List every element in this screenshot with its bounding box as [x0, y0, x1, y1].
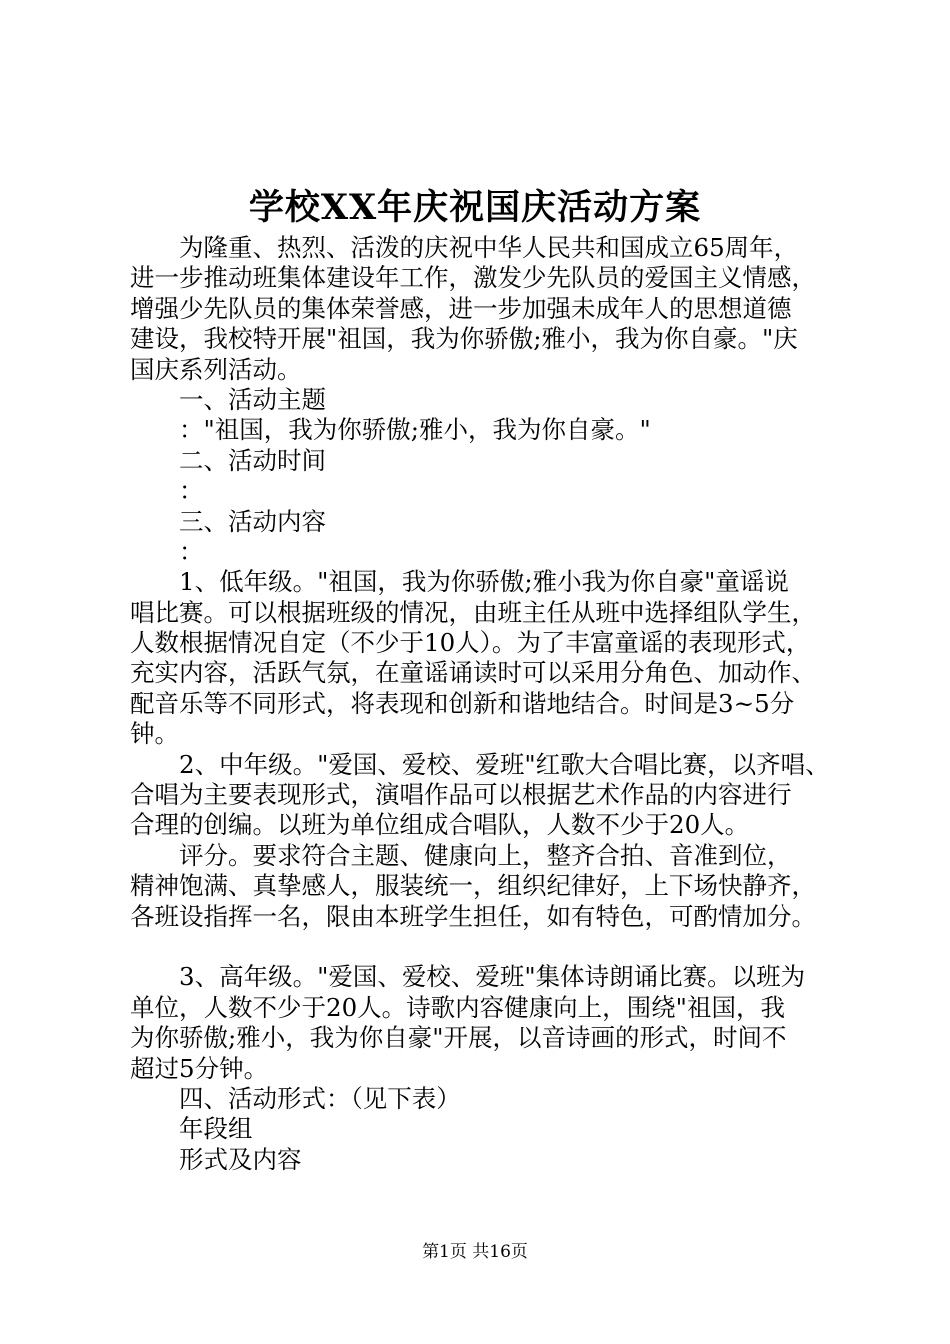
body-line: 二、活动时间: [179, 445, 326, 475]
body-line: 四、活动形式：（见下表）: [179, 1083, 461, 1113]
body-line: 2、中年级。"爱国、爱校、爱班"红歌大合唱比赛，以齐唱、: [179, 749, 830, 779]
body-line: 合唱为主要表现形式，演唱作品可以根据艺术作品的内容进行: [130, 780, 792, 810]
body-line: 人数根据情况自定（不少于10人）。为了丰富童谣的表现形式，: [130, 628, 811, 658]
page-footer: 第1页 共16页: [422, 1242, 528, 1262]
body-line: 单位，人数不少于20人。诗歌内容健康向上，围绕"祖国，我: [130, 992, 785, 1022]
body-line: 充实内容，活跃气氛，在童谣诵读时可以采用分角色、加动作、: [130, 658, 816, 688]
body-line: 评分。要求符合主题、健康向上，整齐合拍、音准到位，: [179, 840, 792, 870]
body-line: 形式及内容: [179, 1144, 302, 1174]
body-line: ："祖国，我为你骄傲;雅小，我为你自豪。": [179, 415, 651, 445]
body-line: 三、活动内容: [179, 506, 326, 536]
body-line: 为隆重、热烈、活泼的庆祝中华人民共和国成立65周年，: [179, 233, 799, 262]
body-line: 增强少先队员的集体荣誉感，进一步加强未成年人的思想道德: [130, 293, 792, 323]
body-line: 3、高年级。"爱国、爱校、爱班"集体诗朗诵比赛。以班为: [179, 962, 806, 992]
body-line: 年段组: [179, 1114, 253, 1144]
body-line: 进一步推动班集体建设年工作，激发少先队员的爱国主义情感，: [130, 263, 816, 293]
body-line: 一、活动主题: [179, 384, 326, 414]
document-title: 学校XX年庆祝国庆活动方案: [248, 187, 702, 228]
body-line: 钟。: [130, 719, 179, 749]
body-line: 建设，我校特开展"祖国，我为你骄傲;雅小，我为你自豪。"庆: [130, 324, 798, 354]
document-body: [130, 233, 830, 1175]
body-line: ：: [179, 536, 204, 566]
blank-line: [130, 932, 830, 962]
body-line: 唱比赛。可以根据班级的情况，由班主任从班中选择组队学生，: [130, 597, 816, 627]
body-line: 1、低年级。"祖国，我为你骄傲;雅小我为你自豪"童谣说: [179, 567, 789, 597]
body-line: 精神饱满、真挚感人，服装统一，组织纪律好，上下场快静齐，: [130, 871, 816, 901]
body-line: 超过5分钟。: [130, 1053, 269, 1083]
body-line: ：: [179, 476, 204, 506]
body-line: 为你骄傲;雅小，我为你自豪"开展，以音诗画的形式，时间不: [130, 1023, 787, 1053]
body-line: 国庆系列活动。: [130, 354, 302, 384]
body-line: 配音乐等不同形式，将表现和创新和谐地结合。时间是3~5分: [130, 688, 795, 718]
body-line: 合理的创编。以班为单位组成合唱队，人数不少于20人。: [130, 810, 750, 840]
body-line: 各班设指挥一名，限由本班学生担任，如有特色，可酌情加分。: [130, 901, 816, 931]
